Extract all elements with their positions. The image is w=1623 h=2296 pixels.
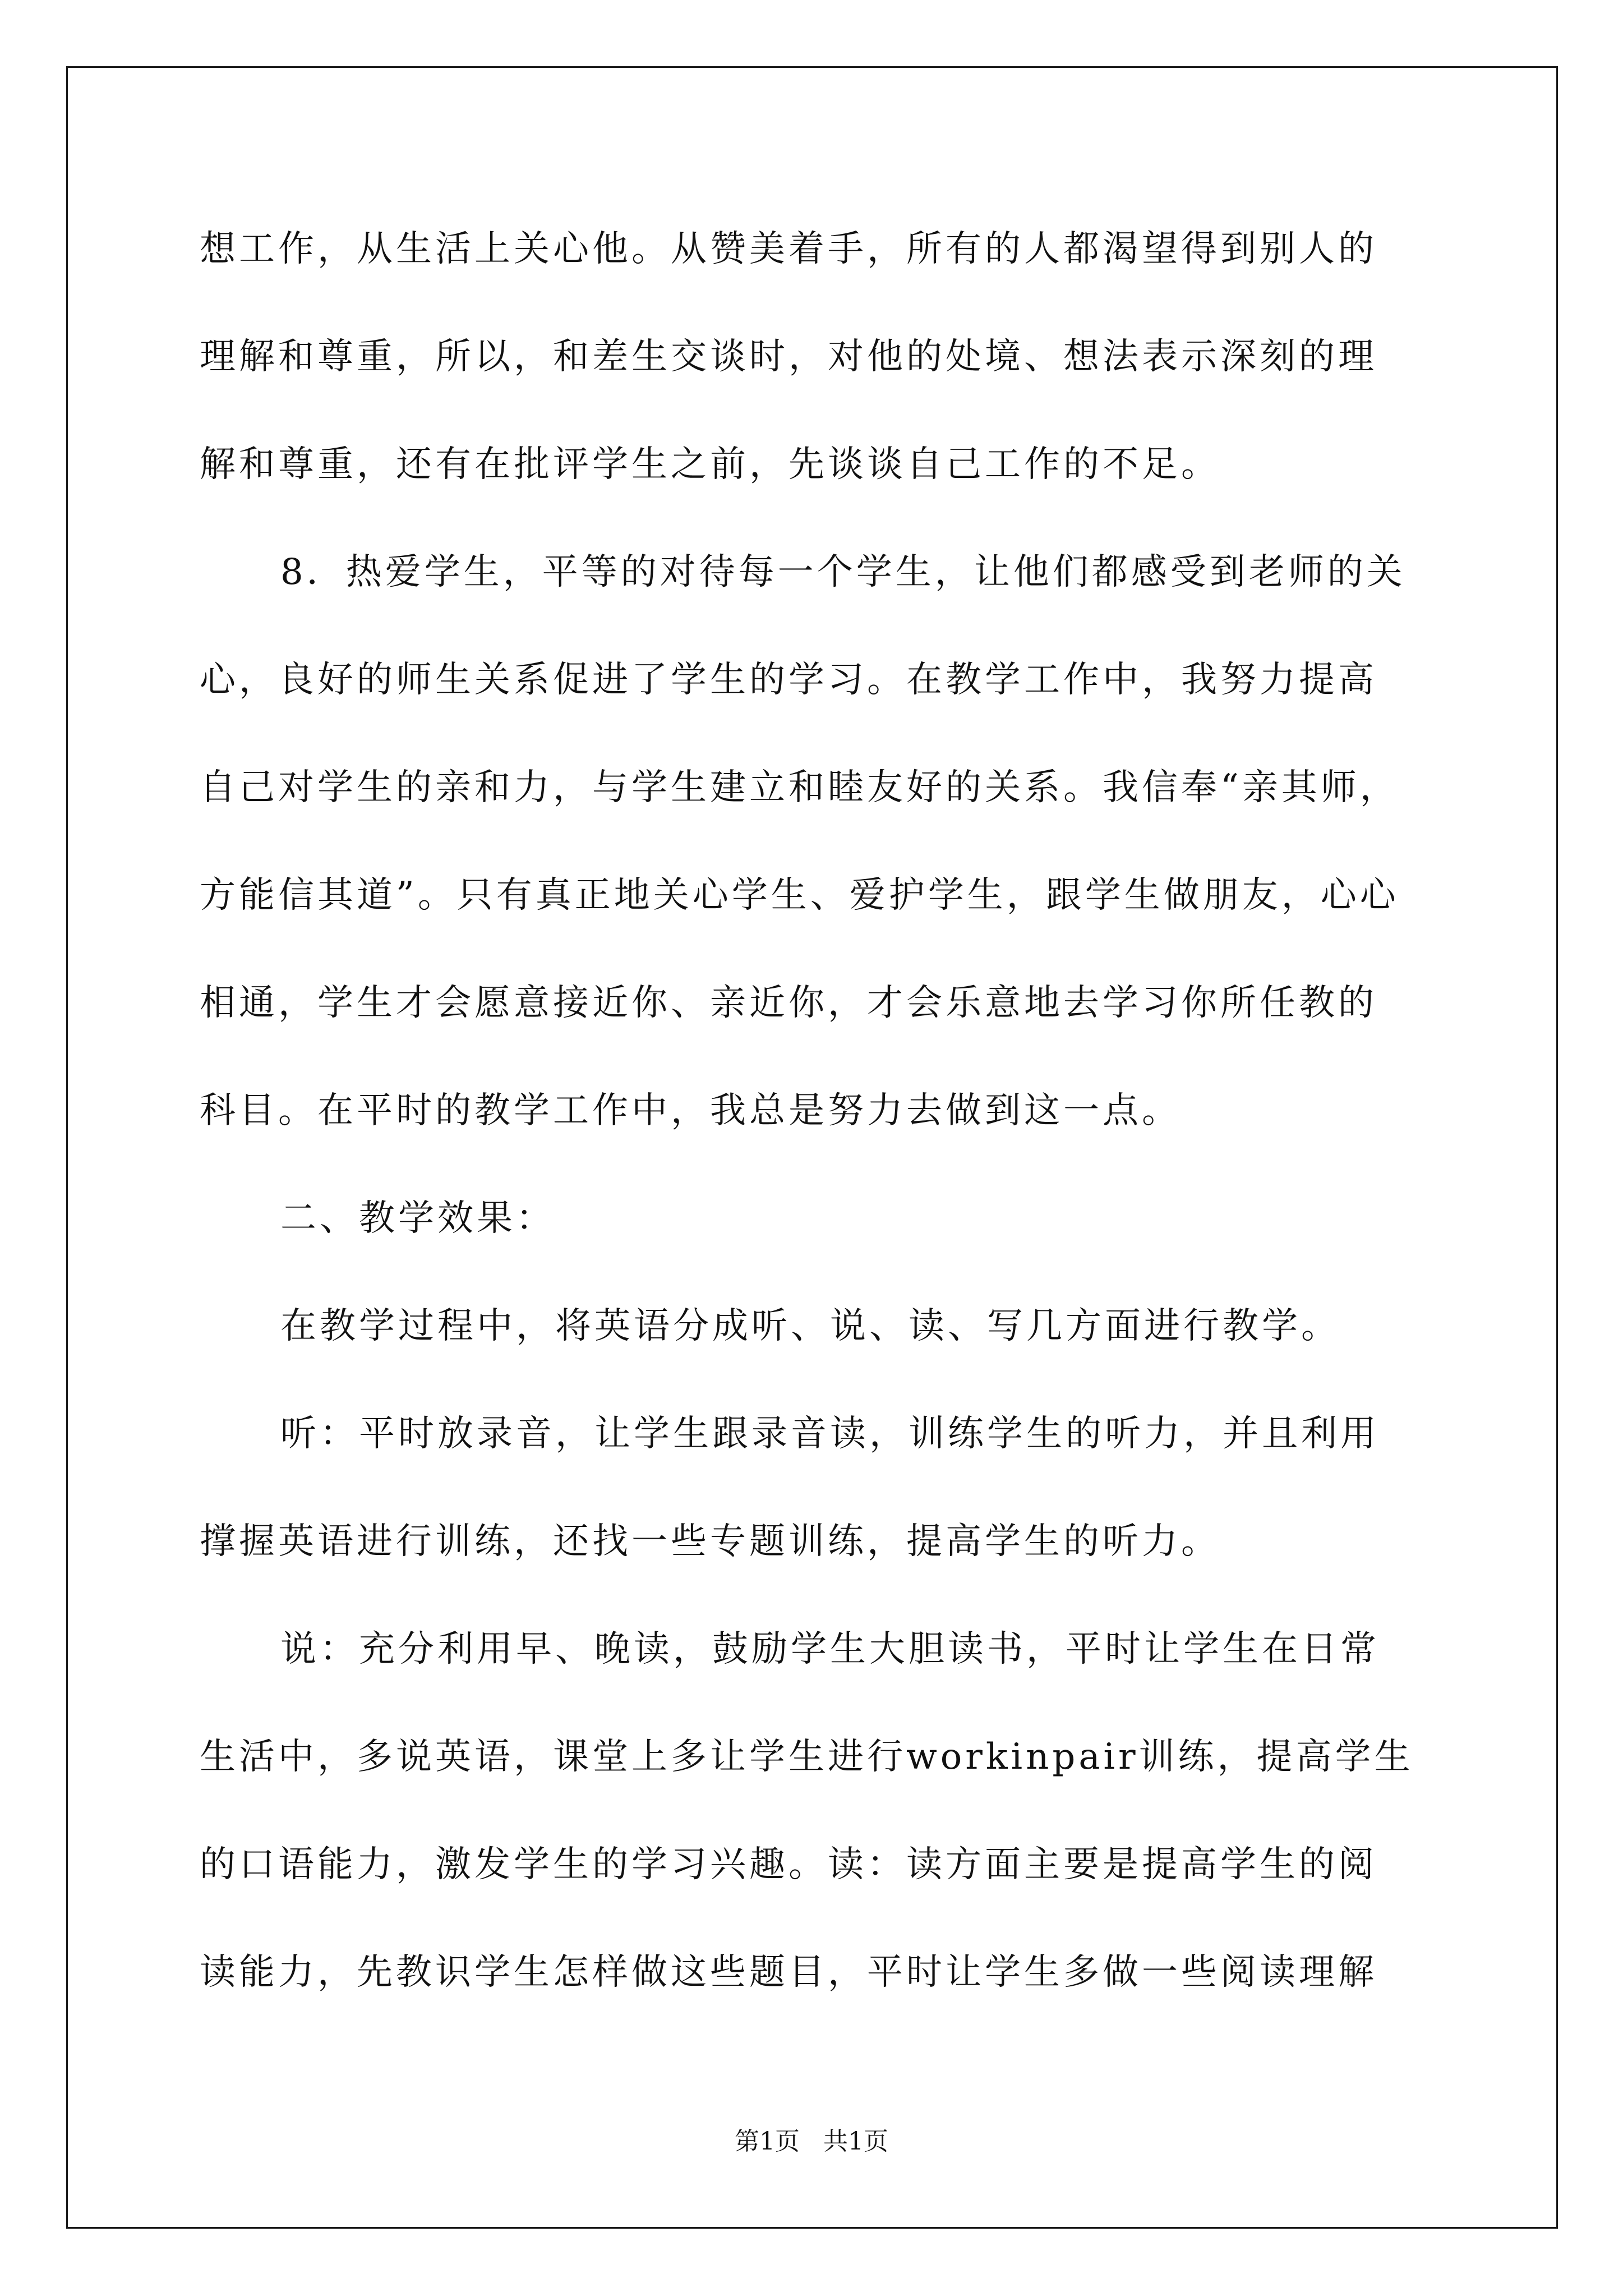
text-line: 生活中，多说英语，课堂上多让学生进行workinpair训练，提高学生 [200, 1736, 1414, 1778]
text-line: 解和尊重，还有在批评学生之前，先谈谈自己工作的不足。 [200, 444, 1220, 485]
page-number: 第1页 [735, 2127, 800, 2156]
page-footer [0, 2126, 1623, 2157]
text-line: 在教学过程中，将英语分成听、说、读、写几方面进行教学。 [280, 1305, 1340, 1347]
text-line: 说：充分利用早、晚读，鼓励学生大胆读书，平时让学生在日常 [280, 1628, 1380, 1670]
text-line: 理解和尊重，所以，和差生交谈时，对他的处境、想法表示深刻的理 [200, 336, 1377, 378]
section-heading: 二、教学效果： [280, 1198, 555, 1239]
text-line: 的口语能力，激发学生的学习兴趣。读：读方面主要是提高学生的阅 [200, 1844, 1377, 1885]
text-line: 科目。在平时的教学工作中，我总是努力去做到这一点。 [200, 1090, 1181, 1131]
text-line: 心，良好的师生关系促进了学生的学习。在教学工作中，我努力提高 [200, 659, 1377, 701]
text-line: 方能信其道”。只有真正地关心学生、爱护学生，跟学生做朋友，心心 [200, 875, 1399, 916]
text-line: 8．热爱学生，平等的对待每一个学生，让他们都感受到老师的关 [280, 551, 1406, 593]
text-line: 想工作，从生活上关心他。从赞美着手，所有的人都渴望得到别人的 [200, 228, 1377, 270]
text-line: 自己对学生的亲和力，与学生建立和睦友好的关系。我信奉“亲其师， [200, 767, 1399, 808]
page-total: 共1页 [823, 2127, 888, 2156]
text-line: 撑握英语进行训练，还找一些专题训练，提高学生的听力。 [200, 1521, 1220, 1562]
text-line: 听：平时放录音，让学生跟录音读，训练学生的听力，并且利用 [280, 1413, 1380, 1455]
text-line: 相通，学生才会愿意接近你、亲近你，才会乐意地去学习你所任教的 [200, 982, 1377, 1024]
page-border [66, 66, 1558, 2229]
text-line: 读能力，先教识学生怎样做这些题目，平时让学生多做一些阅读理解 [200, 1952, 1377, 1993]
